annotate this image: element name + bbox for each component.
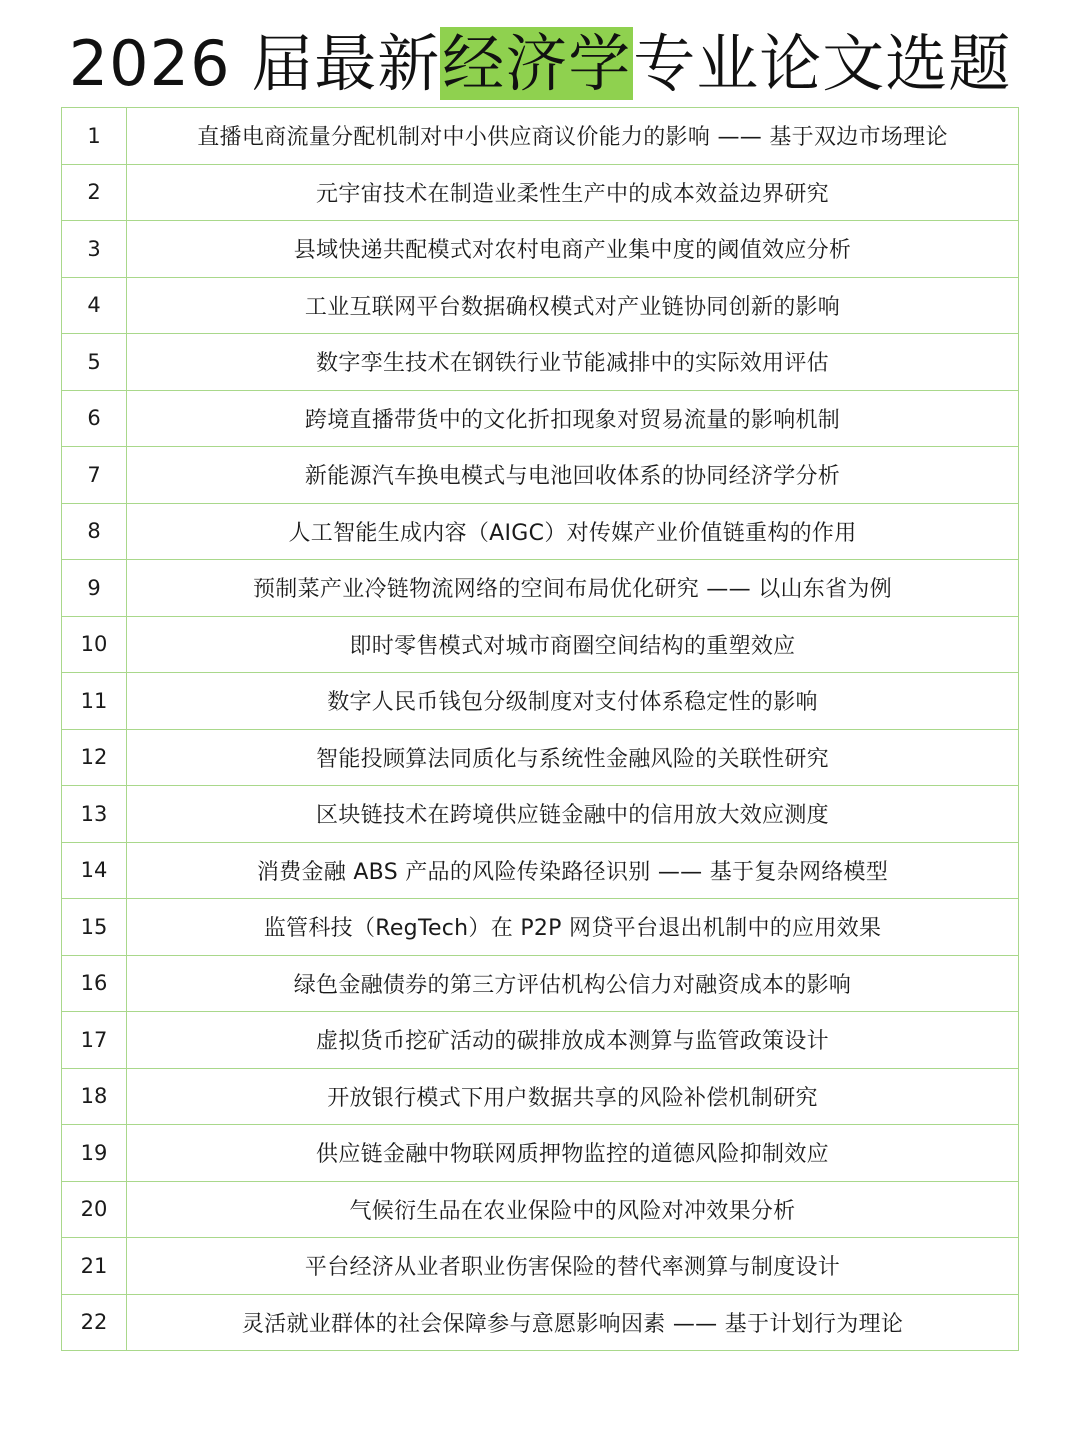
- table-row: [62, 108, 1019, 165]
- topic-number: 14: [62, 842, 127, 899]
- topic-title: 气候衍生品在农业保险中的风险对冲效果分析: [127, 1181, 1019, 1238]
- table-row: [62, 1125, 1019, 1182]
- table-row: [62, 1068, 1019, 1125]
- topic-number: 8: [62, 503, 127, 560]
- topic-number: 15: [62, 899, 127, 956]
- topic-title: 监管科技（RegTech）在 P2P 网贷平台退出机制中的应用效果: [127, 899, 1019, 956]
- table-row: [62, 334, 1019, 391]
- table-row: [62, 673, 1019, 730]
- topic-title: 即时零售模式对城市商圈空间结构的重塑效应: [127, 616, 1019, 673]
- topic-title: 预制菜产业冷链物流网络的空间布局优化研究 —— 以山东省为例: [127, 560, 1019, 617]
- topic-number: 18: [62, 1068, 127, 1125]
- table-row: [62, 616, 1019, 673]
- table-row: [62, 899, 1019, 956]
- topic-number: 6: [62, 390, 127, 447]
- table-row: [62, 503, 1019, 560]
- topic-number: 7: [62, 447, 127, 504]
- table-row: [62, 1294, 1019, 1351]
- topic-number: 20: [62, 1181, 127, 1238]
- topic-number: 5: [62, 334, 127, 391]
- page-header: [0, 22, 1080, 108]
- topic-title: 绿色金融债券的第三方评估机构公信力对融资成本的影响: [127, 955, 1019, 1012]
- table-row: [62, 390, 1019, 447]
- page-title: [69, 22, 1012, 106]
- topic-number: 13: [62, 786, 127, 843]
- table-row: [62, 1181, 1019, 1238]
- table-row: [62, 447, 1019, 504]
- table-row: [62, 955, 1019, 1012]
- topic-title: 智能投顾算法同质化与系统性金融风险的关联性研究: [127, 729, 1019, 786]
- table-row: [62, 842, 1019, 899]
- table-row: [62, 221, 1019, 278]
- topic-title: 县域快递共配模式对农村电商产业集中度的阈值效应分析: [127, 221, 1019, 278]
- topic-title: 元宇宙技术在制造业柔性生产中的成本效益边界研究: [127, 164, 1019, 221]
- table-row: [62, 560, 1019, 617]
- topic-number: 12: [62, 729, 127, 786]
- topic-number: 11: [62, 673, 127, 730]
- topic-number: 10: [62, 616, 127, 673]
- topic-title: 区块链技术在跨境供应链金融中的信用放大效应测度: [127, 786, 1019, 843]
- topic-title: 消费金融 ABS 产品的风险传染路径识别 —— 基于复杂网络模型: [127, 842, 1019, 899]
- table-row: [62, 729, 1019, 786]
- topic-number: 9: [62, 560, 127, 617]
- title-suffix: 专业论文选题: [633, 27, 1012, 100]
- topic-title: 虚拟货币挖矿活动的碳排放成本测算与监管政策设计: [127, 1012, 1019, 1069]
- topic-number: 4: [62, 277, 127, 334]
- topic-number: 3: [62, 221, 127, 278]
- topic-title: 数字人民币钱包分级制度对支付体系稳定性的影响: [127, 673, 1019, 730]
- table-row: [62, 1238, 1019, 1295]
- topic-title: 跨境直播带货中的文化折扣现象对贸易流量的影响机制: [127, 390, 1019, 447]
- topic-number: 21: [62, 1238, 127, 1295]
- topic-title: 工业互联网平台数据确权模式对产业链协同创新的影响: [127, 277, 1019, 334]
- topic-number: 17: [62, 1012, 127, 1069]
- topic-title: 开放银行模式下用户数据共享的风险补偿机制研究: [127, 1068, 1019, 1125]
- topic-number: 22: [62, 1294, 127, 1351]
- topic-number: 2: [62, 164, 127, 221]
- topic-title: 人工智能生成内容（AIGC）对传媒产业价值链重构的作用: [127, 503, 1019, 560]
- topic-title: 平台经济从业者职业伤害保险的替代率测算与制度设计: [127, 1238, 1019, 1295]
- table-row: [62, 277, 1019, 334]
- table-row: [62, 786, 1019, 843]
- title-prefix: 2026 届最新: [68, 27, 441, 100]
- table-row: [62, 164, 1019, 221]
- topic-title: 新能源汽车换电模式与电池回收体系的协同经济学分析: [127, 447, 1019, 504]
- topic-number: 16: [62, 955, 127, 1012]
- topic-title: 直播电商流量分配机制对中小供应商议价能力的影响 —— 基于双边市场理论: [127, 108, 1019, 165]
- topic-title: 灵活就业群体的社会保障参与意愿影响因素 —— 基于计划行为理论: [127, 1294, 1019, 1351]
- topic-title: 供应链金融中物联网质押物监控的道德风险抑制效应: [127, 1125, 1019, 1182]
- topics-table-body: [62, 108, 1019, 1351]
- topic-title: 数字孪生技术在钢铁行业节能减排中的实际效用评估: [127, 334, 1019, 391]
- topics-table: [61, 107, 1019, 1351]
- topic-number: 19: [62, 1125, 127, 1182]
- topic-number: 1: [62, 108, 127, 165]
- title-highlight: 经济学: [442, 27, 632, 100]
- table-row: [62, 1012, 1019, 1069]
